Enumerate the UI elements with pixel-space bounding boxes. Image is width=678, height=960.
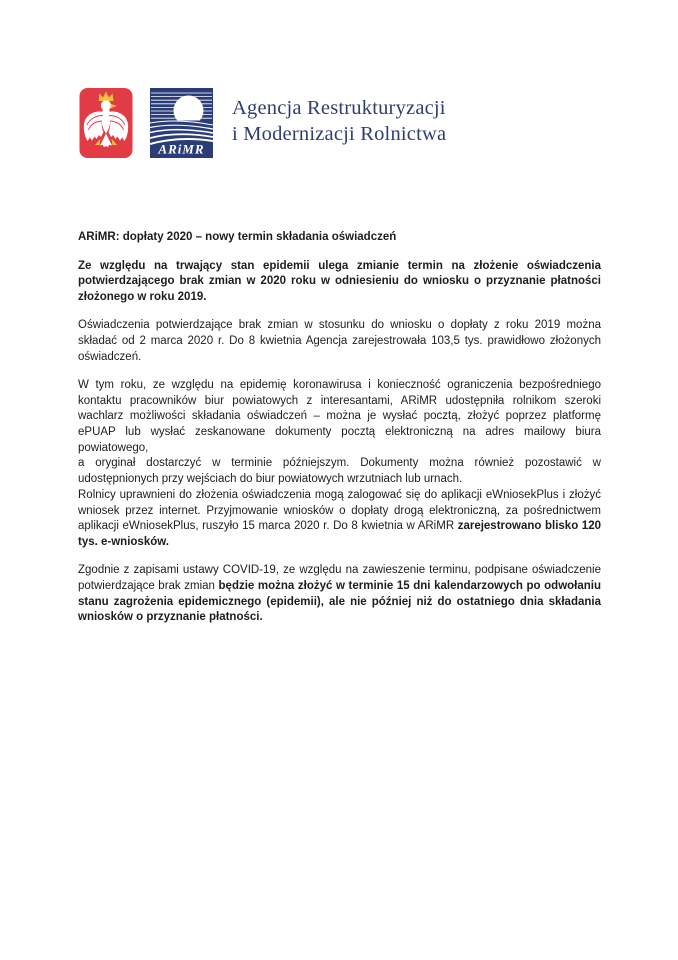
header-logo <box>79 88 446 158</box>
brand-name <box>232 88 446 147</box>
arimr-wordmark: ARiMR <box>158 141 205 157</box>
poland-coat-of-arms-icon <box>79 88 133 158</box>
brand-name-line1: Agencja Restrukturyzacji <box>232 97 446 119</box>
brand-name-line2: i Modernizacji Rolnictwa <box>232 123 447 145</box>
paragraph-ewniosekplus: Rolnicy uprawnieni do złożenia oświadczenia mogą zalogować się do aplikacji eWniosekPlus i złożyć wniosek przez internet. Przyjmowanie wniosków o dopłaty drogą elektroniczną, za pośrednictwem aplikacji eWniosekPlus, ruszyło 15 marca 2020 r. Do 8 kwietnia w ARiMR zarejestrowano blisko 120 tys. e-wniosków. <box>78 488 601 548</box>
paragraph-channels: W tym roku, ze względu na epidemię koronawirusa i konieczność ograniczenia bezpośredniego kontaktu pracowników biur powiatowych z interesantami, ARiMR udostępniła rolnikom szeroki wachlarz możliwości składania oświadczeń – można je wysłać pocztą, złożyć poprzez platformę ePUAP lub wysłać zeskanowane dokumenty pocztą elektroniczną na adres mailowy biura powiatowego, <box>78 378 601 454</box>
document-body <box>78 230 601 638</box>
arimr-emblem-icon <box>150 88 213 158</box>
paragraph-statements: Oświadczenia potwierdzające brak zmian w stosunku do wniosku o dopłaty z roku 2019 można składać od 2 marca 2020 r. Do 8 kwietnia Agencja zarejestrowała 103,5 tys. prawidłowo złożonych oświadczeń. <box>78 319 601 363</box>
paragraph-covid-deadline: Zgodnie z zapisami ustawy COVID-19, ze względu na zawieszenie terminu, podpisane oświadczenie potwierdzające brak zmian będzie można złożyć w terminie 15 dni kalendarzowych po odwołaniu stanu zagrożenia epidemicznego (epidemii), ale nie później niż do ostatniego dnia składania wniosków o przyznanie płatności. <box>78 564 602 624</box>
paragraph-original-delivery: a oryginał dostarczyć w terminie późniejszym. Dokumenty można również pozostawić w udostępnionych przy wejściach do biur powiatowych wrzutniach lub urnach. <box>78 457 601 486</box>
document-title: ARiMR: dopłaty 2020 – nowy termin składania oświadczeń <box>78 231 397 243</box>
paragraph-lead: Ze względu na trwający stan epidemii ulega zmianie termin na złożenie oświadczenia potwierdzającego brak zmian w 2020 roku w odniesieniu do wniosku o przyznanie płatności złożonego w roku 2019. <box>78 259 601 304</box>
